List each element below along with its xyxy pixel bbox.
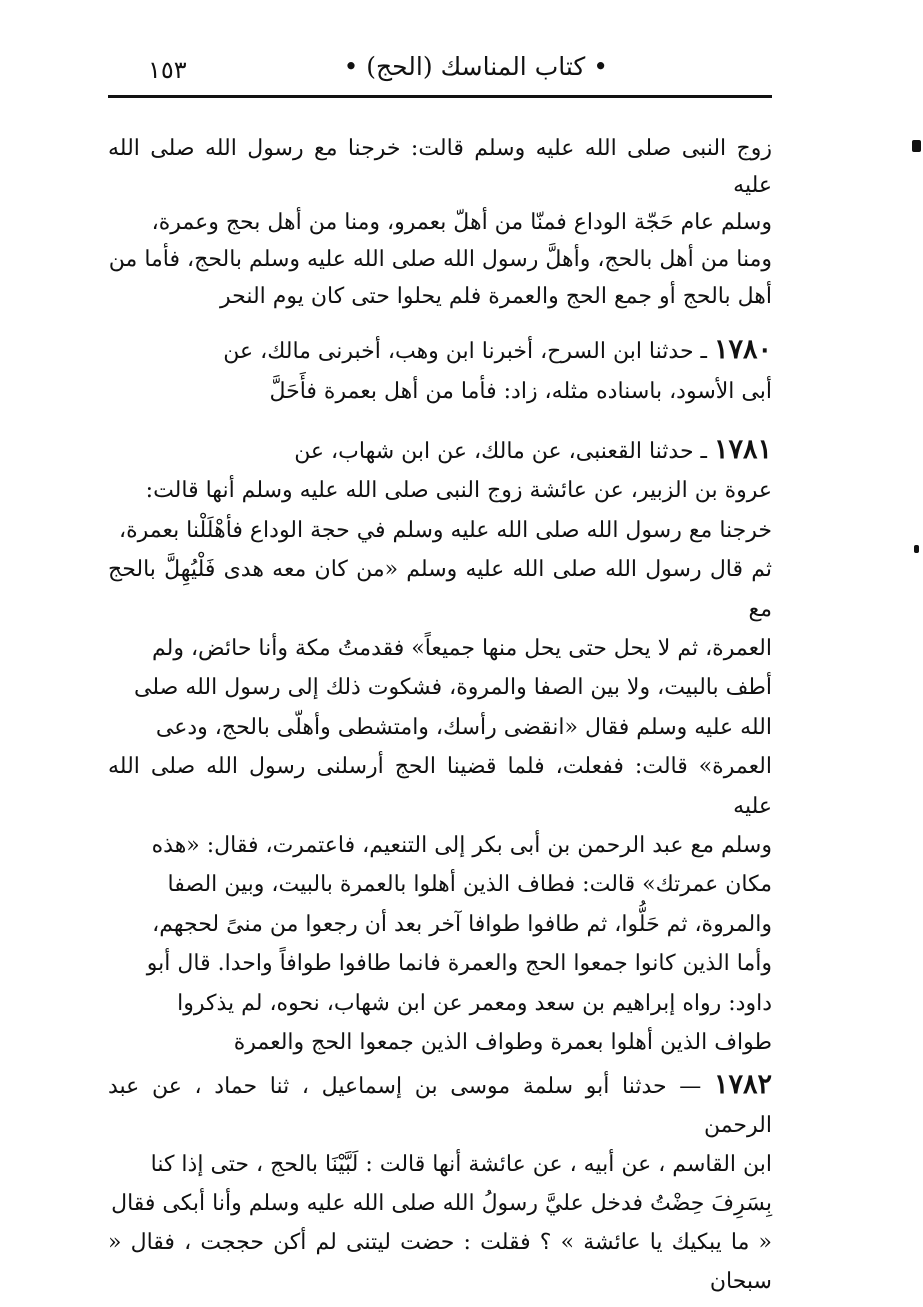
- hadith-number: ١٧٨٠: [713, 334, 772, 365]
- header-rule: [108, 95, 772, 98]
- paragraph-text: ـ حدثنا ابن السرح، أخبرنا ابن وهب، أخبرنى مالك، عن أبى الأسود، باسناده مثله، زاد: فأما من أهل بعمرة فأَحَلَّ: [223, 339, 772, 404]
- margin-mark: [912, 140, 921, 152]
- hadith-number: ١٧٨٢: [713, 1069, 772, 1100]
- page-header: [108, 52, 768, 94]
- paragraph: [108, 330, 772, 412]
- hadith-number: ١٧٨١: [713, 434, 772, 465]
- paragraph: [108, 128, 772, 315]
- paragraph: [108, 1065, 772, 1301]
- paragraph-text: زوج النبى صلى الله عليه وسلم قالت: خرجنا مع رسول الله صلى الله عليه وسلم عام حَجّة الوداع فمنّا من أهلّ بعمرو، ومنا من أهل بحج وعمرة، ومنا من أهل بالحج، وأهلَّ رسول الله صلى الله عليه وسلم بالحج، فأما من أهل بالحج أو جمع الحج والعمرة فلم يحلوا حتى كان يوم النحر: [108, 136, 772, 309]
- paragraph-text: ـ حدثنا القعنبى، عن مالك، عن ابن شهاب، عن عروة بن الزبير، عن عائشة زوج النبى صلى الله عليه وسلم أنها قالت: خرجنا مع رسول الله صلى الله عليه وسلم في حجة الوداع فأهْلَلْنا بعمرة، ثم قال رسول الله صلى الله عليه وسلم «من كان معه هدى فَلْيُهِلَّ بالحج مع العمرة، ثم لا يحل حتى يحل منها جميعاً» فقدمتُ مكة وأنا حائض، ولم أطف بالبيت، ولا بين الصفا والمروة، فشكوت ذلك إلى رسول الله صلى الله عليه وسلم فقال «انقضى رأسك، وامتشطى وأهلّى بالحج، ودعى العمرة» قالت: ففعلت، فلما قضينا الحج أرسلنى رسول الله صلى الله عليه وسلم مع عبد الرحمن بن أبى بكر إلى التنعيم، فاعتمرت، فقال: «هذه مكان عمرتك» قالت: فطاف الذين أهلوا بالعمرة بالبيت، وبين الصفا والمروة، ثم حَلُّوا، ثم طافوا طوافا آخر بعد أن رجعوا من منىً لحجهم، وأما الذين كانوا جمعوا الحج والعمرة فانما طافوا طوافاً واحدا. قال أبو داود: رواه إبراهيم بن سعد ومعمر عن ابن شهاب، نحوه، لم يذكروا طواف الذين أهلوا بعمرة وطواف الذين جمعوا الحج والعمرة: [108, 439, 772, 1056]
- margin-mark: [914, 545, 919, 553]
- paragraph: [108, 430, 772, 1063]
- page-number: ١٥٣: [148, 56, 187, 84]
- paragraph-text: — حدثنا أبو سلمة موسى بن إسماعيل ، ثنا حماد ، عن عبد الرحمن ابن القاسم ، عن أبيه ، عن عائشة أنها قالت : لَبَّيْنَا بالحج ، حتى إذا كنا بِسَرِفَ حِضْتُ فدخل عليَّ رسولُ الله صلى الله عليه وسلم وأنا أبكى فقال « ما يبكيك يا عائشة » ؟ فقلت : حضت ليتنى لم أكن حججت ، فقال « سبحان: [108, 1074, 772, 1294]
- chapter-title: • كتاب المناسك (الحج) •: [343, 52, 608, 81]
